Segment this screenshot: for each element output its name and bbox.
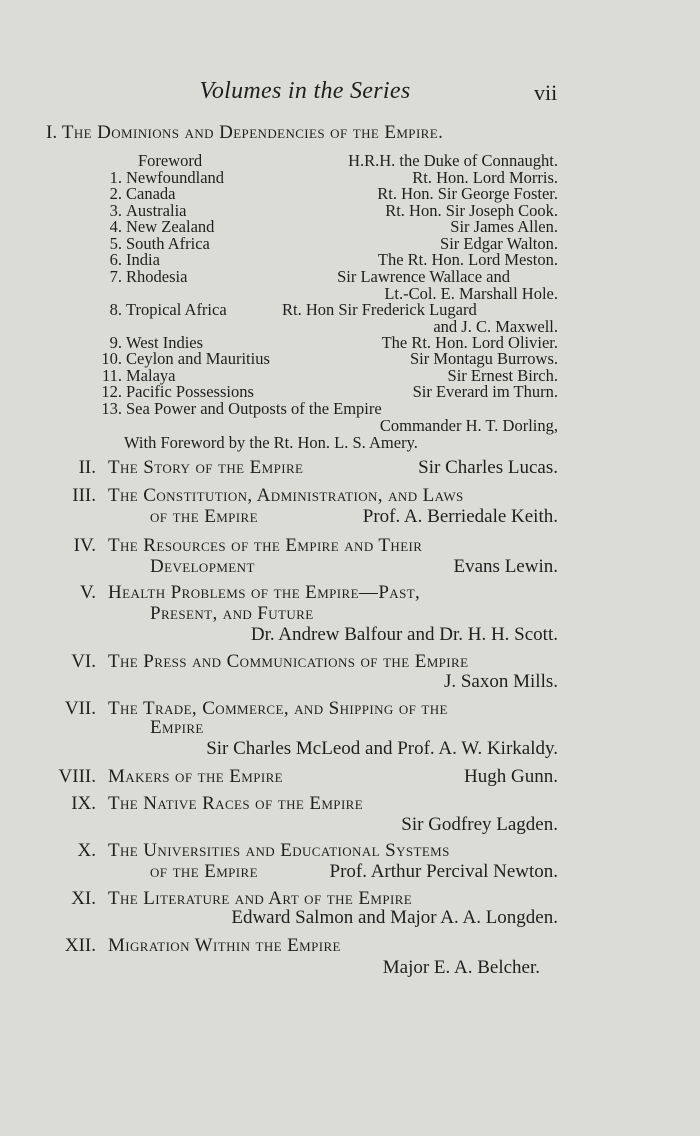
volume-author: Hugh Gunn. — [464, 766, 558, 787]
item-title: Sea Power and Outposts of the Empire — [126, 399, 382, 418]
volume-author: Sir Godfrey Lagden. — [401, 814, 558, 835]
volume-author: Prof. Arthur Percival Newton. — [329, 861, 558, 882]
volume-author: J. Saxon Mills. — [443, 671, 558, 692]
volume-author: Prof. A. Berriedale Keith. — [362, 506, 558, 527]
item-author-continued: Commander H. T. Dorling, — [379, 416, 558, 435]
volume-numeral: VIII. — [58, 766, 96, 787]
volume-title-continued: of the Empire — [150, 506, 258, 527]
item-number: 2. — [109, 184, 122, 203]
item-number: 4. — [109, 217, 122, 236]
volume-title-continued: Development — [150, 556, 255, 577]
item-number: 5. — [109, 234, 122, 253]
section-heading-text: The Dominions and Dependencies of the Empire. — [61, 122, 444, 143]
volume-numeral: III. — [72, 485, 96, 506]
item-number: 10. — [101, 349, 122, 368]
item-title: South Africa — [126, 234, 210, 253]
volume-title-continued: Empire — [150, 717, 204, 738]
item-number: 6. — [109, 250, 122, 269]
item-author: Sir Everard im Thurn. — [412, 382, 558, 401]
volume-title: The Story of the Empire — [108, 457, 304, 478]
item-number: 9. — [109, 333, 122, 352]
volume-title: The Resources of the Empire and Their — [108, 535, 423, 556]
item-title: Tropical Africa — [126, 300, 227, 319]
foreword-author: H.R.H. the Duke of Connaught. — [348, 151, 558, 170]
item-author: Sir Edgar Walton. — [440, 234, 558, 253]
item-number: 13. — [101, 399, 122, 418]
closing-foreword: With Foreword by the Rt. Hon. L. S. Amery. — [124, 433, 418, 452]
volume-title: The Trade, Commerce, and Shipping of the — [108, 698, 448, 719]
volume-numeral: V. — [79, 582, 96, 603]
item-title: West Indies — [126, 333, 204, 352]
item-title: India — [126, 250, 160, 269]
volume-title: The Universities and Educational Systems — [108, 840, 450, 861]
item-title: Malaya — [126, 366, 176, 385]
volume-author: Dr. Andrew Balfour and Dr. H. H. Scott. — [250, 624, 558, 645]
section-numeral: I. — [46, 122, 58, 143]
item-number: 8. — [109, 300, 122, 319]
item-title: Rhodesia — [126, 267, 188, 286]
volume-title-continued: Present, and Future — [150, 603, 314, 624]
item-author: The Rt. Hon. Lord Olivier. — [381, 333, 558, 352]
item-title: Newfoundland — [126, 168, 225, 187]
item-number: 11. — [101, 366, 122, 385]
item-author: The Rt. Hon. Lord Meston. — [377, 250, 558, 269]
volume-author: Major E. A. Belcher. — [382, 957, 540, 978]
item-number: 12. — [101, 382, 122, 401]
item-title: Pacific Possessions — [126, 382, 254, 401]
section-heading — [46, 122, 443, 144]
item-number: 1. — [109, 168, 122, 187]
running-header-title: Volumes in the Series — [199, 78, 411, 104]
item-title: Australia — [126, 201, 187, 220]
item-author: Sir James Allen. — [450, 217, 558, 236]
item-author: Rt. Hon Sir Frederick Lugard — [282, 300, 477, 319]
volume-author: Evans Lewin. — [453, 556, 558, 577]
volume-author: Edward Salmon and Major A. A. Longden. — [231, 907, 558, 928]
volume-title: Health Problems of the Empire—Past, — [108, 582, 421, 603]
page-number: vii — [534, 80, 558, 105]
volume-numeral: XI. — [71, 888, 96, 909]
item-author: Rt. Hon. Sir George Foster. — [377, 184, 558, 203]
item-author: Rt. Hon. Lord Morris. — [412, 168, 558, 187]
item-author-continued: and J. C. Maxwell. — [433, 317, 558, 336]
volume-title: The Literature and Art of the Empire — [108, 888, 413, 909]
item-author: Sir Ernest Birch. — [447, 366, 558, 385]
item-author-continued: Lt.-Col. E. Marshall Hole. — [384, 284, 558, 303]
volume-title-continued: of the Empire — [150, 861, 258, 882]
volume-numeral: IX. — [71, 793, 96, 814]
volume-title: Migration Within the Empire — [108, 935, 341, 956]
volume-numeral: VII. — [64, 698, 96, 719]
volume-title: The Native Races of the Empire — [108, 793, 364, 814]
item-title: Canada — [126, 184, 176, 203]
volume-numeral: X. — [77, 840, 96, 861]
item-number: 7. — [109, 267, 122, 286]
volume-title: The Constitution, Administration, and Laws — [108, 485, 464, 506]
volume-title: The Press and Communications of the Empire — [108, 651, 469, 672]
foreword-label: Foreword — [138, 151, 203, 170]
item-author: Sir Montagu Burrows. — [409, 349, 558, 368]
volume-numeral: IV. — [73, 535, 96, 556]
volume-numeral: XII. — [64, 935, 96, 956]
item-author: Sir Lawrence Wallace and — [337, 267, 510, 286]
volume-numeral: VI. — [71, 651, 96, 672]
item-number: 3. — [109, 201, 122, 220]
volume-author: Sir Charles Lucas. — [418, 457, 558, 478]
item-author: Rt. Hon. Sir Joseph Cook. — [385, 201, 558, 220]
volume-author: Sir Charles McLeod and Prof. A. W. Kirkaldy. — [206, 738, 558, 759]
item-title: New Zealand — [126, 217, 215, 236]
volume-title: Makers of the Empire — [108, 766, 283, 787]
volume-numeral: II. — [78, 457, 96, 478]
item-title: Ceylon and Mauritius — [126, 349, 270, 368]
